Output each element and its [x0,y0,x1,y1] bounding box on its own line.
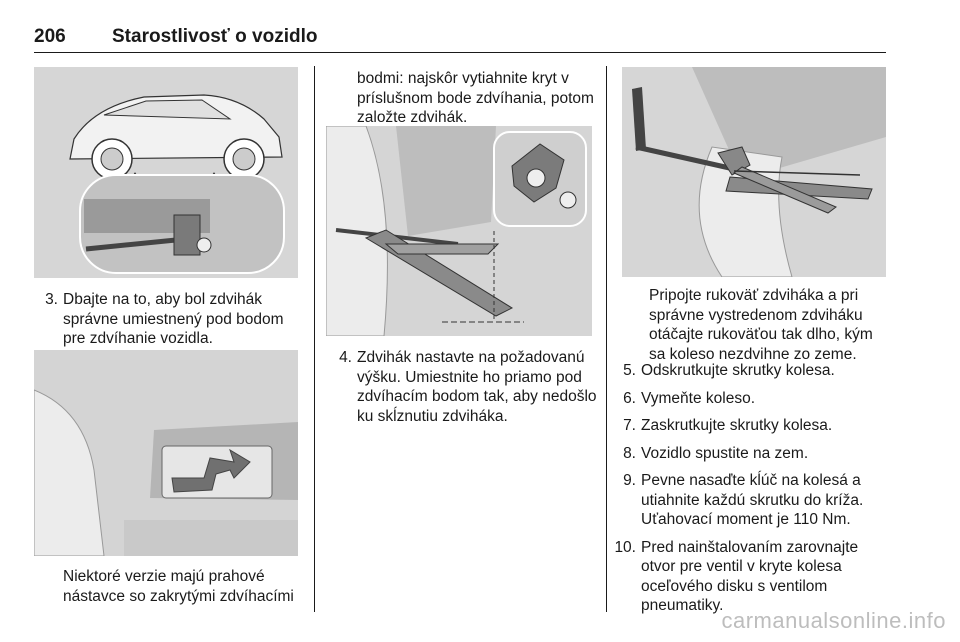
column-divider [314,66,315,612]
step-number: 10. [614,538,636,556]
step-text: Vymeňte koleso. [641,389,756,407]
page-number: 206 [34,26,66,47]
figure-car-jack-points [34,67,298,278]
intro-paragraph: Pripojte rukoväť zdviháka a pri správne vystredenom zdviháku otáčajte rukoväťou tak dlho, kým sa koleso nezdvihne zo zeme. [649,287,873,363]
list-item [614,444,886,464]
step-text: Pred nainštalovaním zarovnajte otvor pre ventil v kryte kolesa oceľového disku s ventilom pneumatiky. [641,538,859,614]
list-item [614,416,886,436]
step-text: Zaskrutkujte skrutky kolesa. [641,417,833,434]
list-item [614,389,886,409]
step-text: Zdvihák nastavte na požadovanú výšku. Umiestnite ho priamo pod zdvíhacím bodom tak, aby nedošlo ku skĺznutiu zdviháka. [357,349,597,425]
step-number: 8. [623,444,636,462]
note-sill [36,567,306,606]
step-text: Pevne nasaďte kĺúč na kolesá a utiahnite každú skrutku do kríža. Uťahovací moment je 110 Nm. [641,472,864,528]
step-text: Odskrutkujte skrutky kolesa. [641,362,835,379]
steps-list [614,361,886,616]
watermark: carmanualsonline.info [721,608,946,633]
step-number: 5. [623,362,636,379]
figure-sill-cover [34,350,298,556]
figure-jack-handle [622,67,886,277]
page-title: Starostlivosť o vozidlo [112,26,318,47]
note-text: Niektoré verzie majú prahové nástavce so zakrytými zdvíhacími [63,568,294,605]
figure-jack-placement [326,126,592,336]
step-4 [330,348,600,426]
list-item [614,361,886,381]
step-number: 7. [623,417,636,434]
page-header [34,26,886,53]
step-number: 3. [45,291,58,308]
step-text: Dbajte na to, aby bol zdvihák správne umiestnený pod bodom pre zdvíhanie vozidla. [63,291,284,347]
step-number: 6. [623,389,636,407]
step-3 [36,290,302,349]
column-divider [606,66,607,612]
sill-cover-illustration [34,350,298,556]
list-item [614,471,886,530]
jack-handle-illustration [622,67,886,277]
list-item [614,538,886,616]
car-side-illustration [34,67,298,278]
jack-placement-illustration [326,126,592,336]
step-number: 4. [339,349,352,366]
continued-paragraph: bodmi: najskôr vytiahnite kryt v príslušnom bode zdvíhania, potom založte zdvihák. [357,70,594,126]
continued-text [330,69,596,128]
intro-text [622,286,886,364]
step-number: 9. [623,472,636,489]
step-text: Vozidlo spustite na zem. [641,444,809,462]
